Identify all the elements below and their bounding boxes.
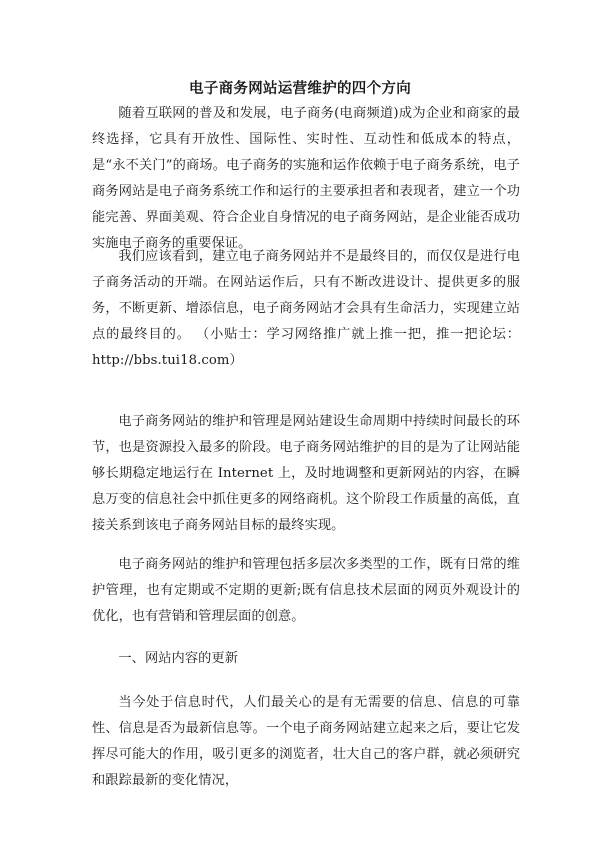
paragraph-maintenance: 电子商务网站的维护和管理是网站建设生命周期中持续时间最长的环节，也是资源投入最多的阶段。电子商务网站维护的目的是为了让网站能够长期稳定地运行在 Internet 上，及时地调整和更新网站的内容，在瞬息万变的信息社会中抓住更多的网络商机。这个阶段工作质量的高低，直接关系到该电子商务网站目标的最终实现。 bbox=[92, 414, 520, 533]
paragraph-purpose: 我们应该看到，建立电子商务网站并不是最终目的，而仅仅是进行电子商务活动的开端。在网站运作后，只有不断改进设计、提供更多的服务，不断更新、增添信息，电子商务网站才会具有生命活力，实现建立站点的最终目的。 （小贴士：学习网络推广就上推一把，推一把论坛：http://bbs.tui18.com） bbox=[92, 249, 520, 368]
section-heading-content-update: 一、网站内容的更新 bbox=[118, 651, 238, 666]
document-title: 电子商务网站运营维护的四个方向 bbox=[189, 80, 411, 97]
paragraph-scope: 电子商务网站的维护和管理包括多层次多类型的工作，既有日常的维护管理，也有定期或不定期的更新;既有信息技术层面的网页外观设计的优化，也有营销和管理层面的创意。 bbox=[92, 557, 520, 624]
paragraph-intro: 随着互联网的普及和发展，电子商务(电商频道)成为企业和商家的最终选择，它具有开放性、国际性、实时性、互动性和低成本的特点，是“永不关门”的商场。电子商务的实施和运作依赖于电子商务系统，电子商务网站是电子商务系统工作和运行的主要承担者和表现者，建立一个功能完善、界面美观、符合企业自身情况的电子商务网站，是企业能否成功实施电子商务的重要保证。 bbox=[92, 106, 520, 251]
paragraph-information-age: 当今处于信息时代，人们最关心的是有无需要的信息、信息的可靠性、信息是否为最新信息等。一个电子商务网站建立起来之后，要让它发挥尽可能大的作用，吸引更多的浏览者，壮大自己的客户群，就必须研究和跟踪最新的变化情况， bbox=[92, 695, 520, 788]
